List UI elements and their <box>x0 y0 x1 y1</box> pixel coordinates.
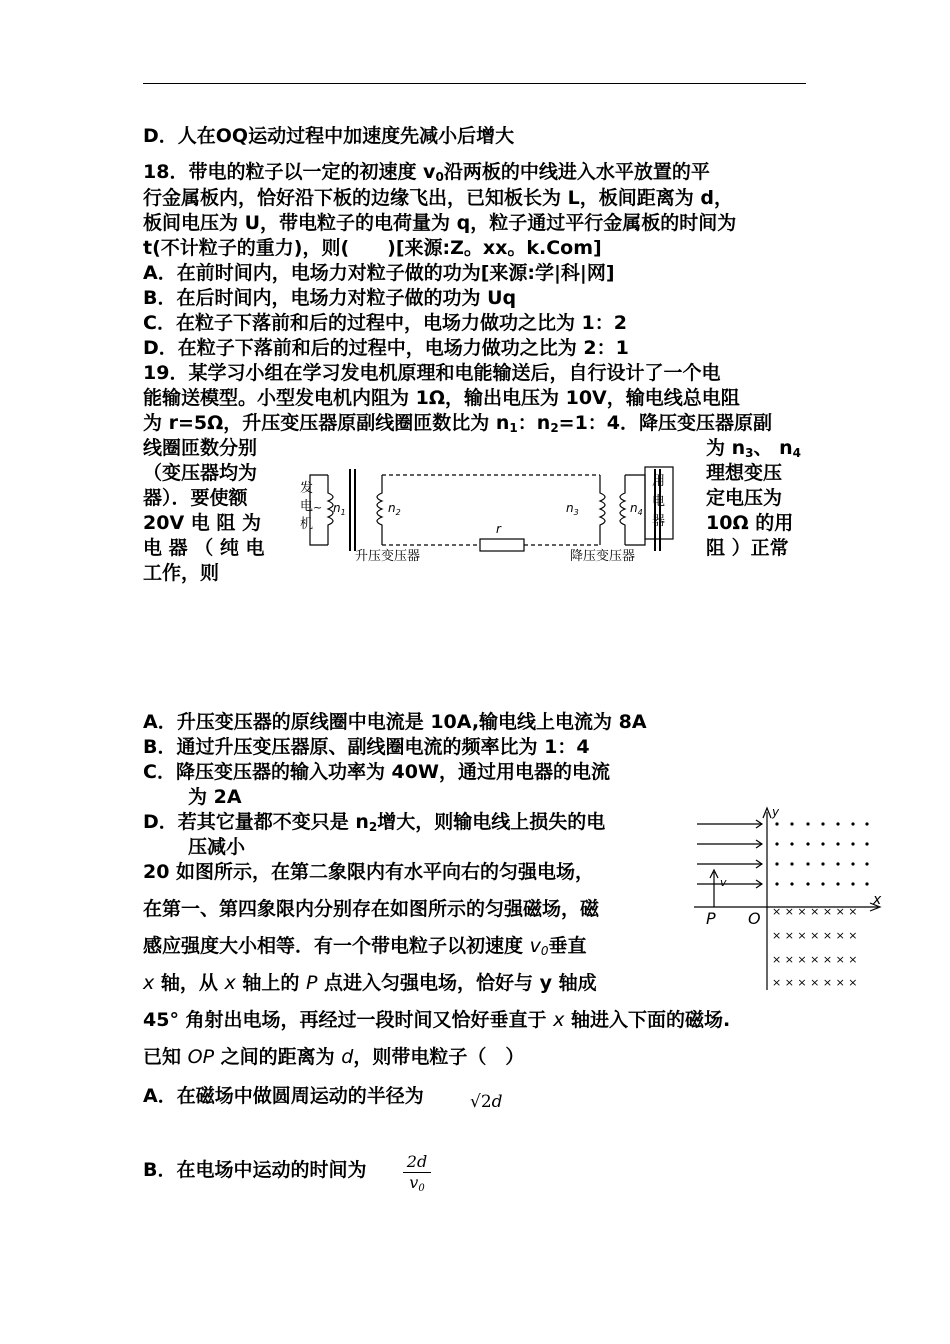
q19-left-4: 20V 电 阻 为 <box>143 512 261 534</box>
q19-left-1: 线圈匝数分别 <box>143 437 258 459</box>
q19-left-3: 器）．要使额 <box>143 487 248 509</box>
cross-field <box>772 905 858 989</box>
q18-line-1: 18．带电的粒子以一定的初速度 $v_0$沿两板的中线进入水平放置的平 <box>143 161 710 184</box>
field-diagram <box>692 802 884 992</box>
q19-right-2: 理想变压 <box>706 462 783 484</box>
top-rule <box>143 83 806 84</box>
q19-right-1: 为 $n_3$、 $n_4$ <box>706 437 802 460</box>
q19-option-d: D．若其它量都不变只是 $n_2$增大，则输电线上损失的电 <box>143 811 606 834</box>
q19-left-6: 工作，则 <box>143 562 220 584</box>
svg-text:器: 器 <box>652 514 666 529</box>
resistor-label: r <box>496 522 501 536</box>
q19-option-d-cont: 压减小 <box>188 836 246 858</box>
q19-right-3: 定电压为 <box>706 487 783 509</box>
q19-option-b: B．通过升压变压器原、副线圈电流的频率比为 1：4 <box>143 736 590 758</box>
q18-line-2: 行金属板内，恰好沿下板的边缘飞出，已知板长为 L，板间距离为 d， <box>143 187 733 209</box>
q20-line-1: 20 如图所示，在第二象限内有水平向右的匀强电场， <box>143 861 595 883</box>
q20-line-5: 45° 角射出电场，再经过一段时间又恰好垂直于 x 轴进入下面的磁场. <box>143 1009 731 1031</box>
q20-option-a-formula: √2d <box>470 1092 503 1112</box>
p-point-label: P <box>706 909 716 928</box>
y-axis-label: y <box>772 805 780 819</box>
svg-text:× × × × × × ×: × × × × × × × <box>772 953 858 966</box>
svg-text:× × × × × × ×: × × × × × × × <box>772 929 858 942</box>
dot-field <box>775 822 868 885</box>
q20-line-4: x 轴，从 x 轴上的 P 点进入匀强电场，恰好与 y 轴成 <box>143 972 597 994</box>
n3-label: $n_3$ <box>566 501 579 517</box>
svg-text:× × × × × × ×: × × × × × × × <box>772 976 858 989</box>
generator-label: 发 <box>300 481 314 496</box>
q19-right-4: 10Ω 的用 <box>706 512 794 534</box>
q19-left-2: （变压器均为 <box>143 462 258 484</box>
q20-option-b: B．在电场中运动的时间为 <box>143 1159 367 1181</box>
q19-line-3: 为 r=5Ω，升压变压器原副线圈匝数比为 $n_1$：$n_2=1$：4．降压变压器原副 <box>143 412 773 435</box>
q19-option-a: A．升压变压器的原线圈中电流是 10A,输电线上电流为 8A <box>143 711 647 733</box>
q18-option-d: D．在粒子下落前和后的过程中，电场力做功之比为 2：1 <box>143 337 629 359</box>
transmission-diagram <box>300 455 700 565</box>
origin-label: O <box>748 909 761 928</box>
q18-option-a: A．在前时间内，电场力对粒子做的功为[来源:学|科|网] <box>143 262 615 284</box>
q19-option-c-cont: 为 2A <box>188 786 242 808</box>
q20-line-2: 在第一、第四象限内分别存在如图所示的匀强磁场，磁 <box>143 898 600 920</box>
q19-line-1: 19．某学习小组在学习发电机原理和电能输送后，自行设计了一个电 <box>143 362 721 384</box>
n4-label: $n_4$ <box>630 501 643 517</box>
q18-line-3: 板间电压为 U，带电粒子的电荷量为 q，粒子通过平行金属板的时间为 <box>143 212 737 234</box>
q18-line-4: t(不计粒子的重力)，则( )[来源:Z。xx。k.Com] <box>143 237 602 259</box>
q18-option-b: B．在后时间内，电场力对粒子做的功为 Uq <box>143 287 517 309</box>
svg-text:电: 电 <box>300 499 314 514</box>
svg-text:电: 电 <box>652 494 666 509</box>
q19-left-5: 电 器 （ 纯 电 <box>143 537 265 559</box>
svg-text:~: ~ <box>313 501 323 514</box>
n2-label: $n_2$ <box>388 501 401 517</box>
prev-option-d: D．人在OQ运动过程中加速度先减小后增大 <box>143 125 515 147</box>
appliance-label: 用 <box>652 474 666 489</box>
step-down-label: 降压变压器 <box>570 549 636 564</box>
x-axis-label: x <box>873 892 882 908</box>
svg-text:× × × × × × ×: × × × × × × × <box>772 905 858 918</box>
q20-option-a: A．在磁场中做圆周运动的半径为 <box>143 1085 424 1107</box>
svg-text:机: 机 <box>300 517 314 532</box>
q20-line-3: 感应强度大小相等．有一个带电粒子以初速度 $v_0$垂直 <box>143 935 587 958</box>
q20-line-6: 已知 OP 之间的距离为 d，则带电粒子（ ） <box>143 1046 525 1068</box>
q19-line-2: 能输送模型。小型发电机内阻为 1Ω，输出电压为 10V，输电线总电阻 <box>143 387 740 409</box>
q19-right-5: 阻 ）正常 <box>706 537 789 559</box>
q18-option-c: C．在粒子下落前和后的过程中，电场力做功之比为 1：2 <box>143 312 628 334</box>
q19-option-c: C．降压变压器的输入功率为 40W，通过用电器的电流 <box>143 761 610 783</box>
step-up-label: 升压变压器 <box>355 549 421 564</box>
q20-option-b-formula: 2d v0 <box>403 1152 431 1199</box>
n1-label: $n_1$ <box>333 501 346 517</box>
v0-label: v <box>720 876 727 889</box>
